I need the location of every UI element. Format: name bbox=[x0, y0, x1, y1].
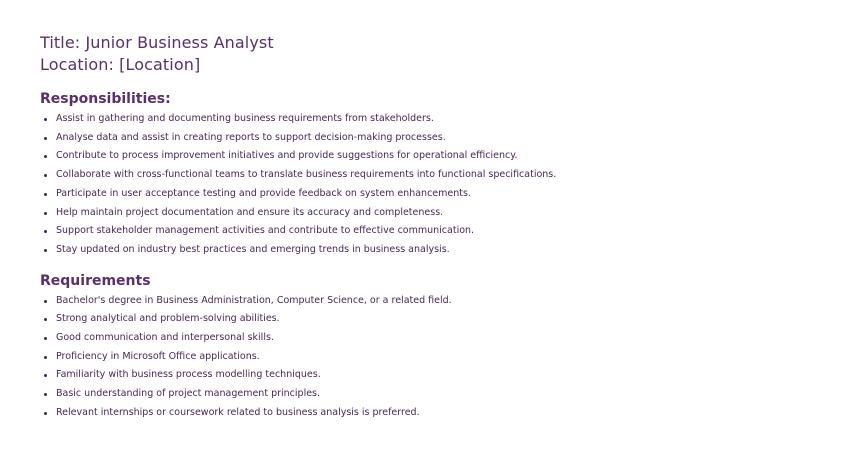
job-title: Title: Junior Business Analyst bbox=[40, 33, 274, 52]
job-location: Location: [Location] bbox=[40, 55, 201, 74]
responsibility-item: Contribute to process improvement initiatives and provide suggestions for operational efficiency. bbox=[40, 147, 830, 166]
responsibility-item: Support stakeholder management activities and contribute to effective communication. bbox=[40, 222, 830, 241]
responsibilities-list bbox=[40, 110, 830, 260]
responsibility-item: Participate in user acceptance testing and provide feedback on system enhancements. bbox=[40, 185, 830, 204]
responsibility-item: Collaborate with cross-functional teams to translate business requirements into functional specifications. bbox=[40, 166, 830, 185]
job-description-document bbox=[40, 32, 830, 423]
responsibility-item: Analyse data and assist in creating reports to support decision-making processes. bbox=[40, 129, 830, 148]
requirement-item: Familiarity with business process modelling techniques. bbox=[40, 366, 830, 385]
responsibility-item: Help maintain project documentation and ensure its accuracy and completeness. bbox=[40, 204, 830, 223]
requirements-list bbox=[40, 292, 830, 423]
requirements-heading: Requirements bbox=[40, 272, 151, 289]
responsibility-item: Assist in gathering and documenting business requirements from stakeholders. bbox=[40, 110, 830, 129]
requirement-item: Basic understanding of project management principles. bbox=[40, 385, 830, 404]
requirement-item: Bachelor's degree in Business Administration, Computer Science, or a related field. bbox=[40, 292, 830, 311]
requirement-item: Relevant internships or coursework related to business analysis is preferred. bbox=[40, 404, 830, 423]
requirement-item: Good communication and interpersonal skills. bbox=[40, 329, 830, 348]
responsibility-item: Stay updated on industry best practices and emerging trends in business analysis. bbox=[40, 241, 830, 260]
requirement-item: Strong analytical and problem-solving abilities. bbox=[40, 310, 830, 329]
requirement-item: Proficiency in Microsoft Office applications. bbox=[40, 348, 830, 367]
responsibilities-heading: Responsibilities: bbox=[40, 91, 171, 107]
